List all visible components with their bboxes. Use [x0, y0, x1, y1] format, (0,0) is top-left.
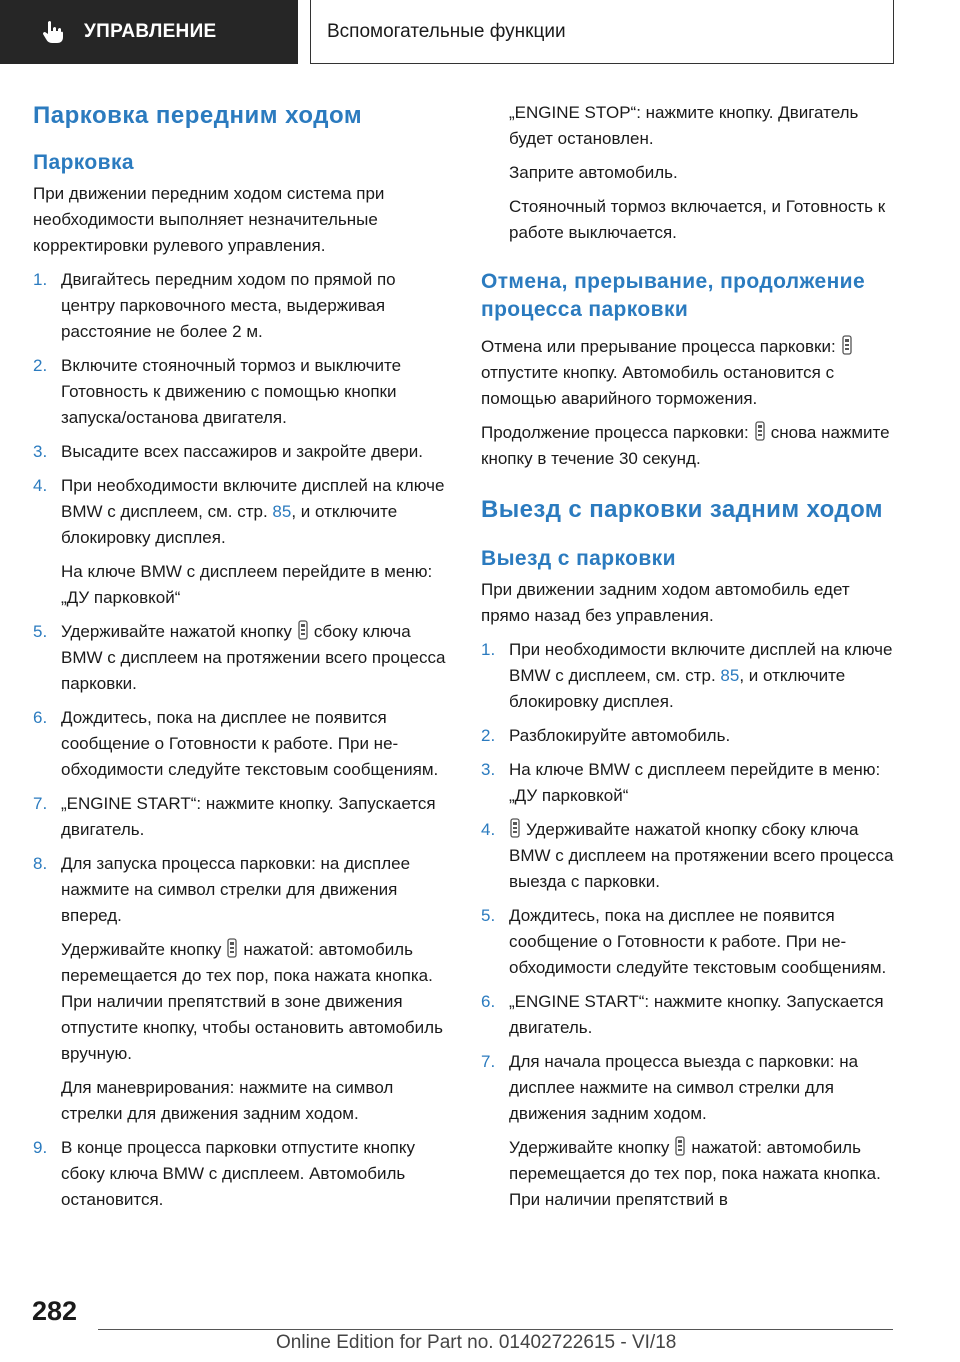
section-tab [0, 0, 298, 64]
list-item: 8. Для запуска процесса парковки: на дисплее нажмите на символ стрелки для движения вперед. Удерживайте кнопку нажатой: автомобиль перемещается до тех пор, пока нажата кнопка. При наличии препятствий в зоне движения отпустите кнопку, чтобы остановить автомобиль вручную. Для маневрирования: нажмите на символ стрелки для движения задним ходом. [33, 851, 448, 1127]
list-item: 7. Для начала процесса выезда с парковки: на дисплее нажмите на символ стрелки для движения задним ходом. Удерживайте кнопку нажатой: автомобиль перемещается до тех пор, пока нажата кнопка. При наличии препятствий в [481, 1049, 896, 1213]
list-item: 4. Удерживайте нажатой кнопку сбоку ключа BMW с дисплеем на протяжении всего процесса выезда с парковки. [481, 820, 894, 891]
list-item: 2. Включите стояночный тормоз и выключите Готовность к движению с помощью кнопки запуска/останова двигателя. [33, 356, 402, 427]
key-button-icon [754, 421, 766, 441]
cancel-paragraph: Отмена или прерывание процесса парковки:отпустите кнопку. Автомобиль остановится с помощью аварийного торможения. [481, 334, 896, 412]
cancel-section-title: Отмена, прерывание, продолжение процесса парковки [481, 270, 866, 321]
list-item: 6. Дождитесь, пока на дисплее не появится сообщение о Готовности к работе. При необходимости следуйте текстовым сообщениям. [33, 708, 439, 779]
footer-divider [98, 1329, 893, 1330]
key-button-icon [674, 1136, 686, 1156]
page-header [0, 0, 960, 66]
list-item: 9. В конце процесса парковки отпустите кнопку сбоку ключа BMW с дисплеем. Автомобиль остановится. [33, 1138, 415, 1209]
right-column [481, 100, 896, 1221]
exit-subsection-title: Выезд с парковки [481, 547, 676, 570]
edition-note: Online Edition for Part no. 01402722615 - VI/18 [276, 1332, 677, 1353]
page-link[interactable]: 85 [720, 666, 740, 685]
subsection-title: Парковка [33, 151, 134, 174]
key-button-icon [509, 818, 521, 838]
list-item: 2. Разблокируйте автомобиль. [481, 726, 731, 745]
section-title: Парковка передним ходом [33, 102, 363, 129]
key-button-icon [841, 335, 853, 355]
chapter-tab-label: Вспомогательные функции [327, 20, 566, 42]
chapter-tab [310, 0, 894, 64]
left-column [33, 100, 448, 1221]
list-item: 6. „ENGINE START“: нажмите кнопку. Запускается двигатель. [481, 992, 884, 1037]
step-note: На ключе BMW с дисплеем перейдите в меню: „ДУ парковкой“ [61, 562, 433, 607]
hand-icon [40, 18, 68, 46]
section-tab-label: УПРАВЛЕНИЕ [84, 21, 217, 42]
list-item: 3. Высадите всех пассажиров и закройте двери. [33, 442, 423, 461]
key-button-icon [226, 938, 238, 958]
list-item: 1. При необходимости включите дисплей на ключе BMW с дисплеем, см. стр. 85, и отключите блокировку дисплея. [481, 640, 893, 711]
exit-steps [481, 637, 896, 1213]
list-item: 7. „ENGINE START“: нажмите кнопку. Запускается двигатель. [33, 794, 436, 839]
list-item: 5. Удерживайте нажатой кнопку сбоку ключа BMW с дисплеем на протяжении всего процесса парковки. [33, 622, 446, 693]
list-item: 5. Дождитесь, пока на дисплее не появится сообщение о Готовности к работе. При необходимости следуйте текстовым сообщениям. [481, 906, 887, 977]
step-note: Удерживайте кнопку нажатой: автомобиль перемещается до тех пор, пока нажата кнопка. При наличии препятствий в [509, 1138, 881, 1209]
step-note: Для маневрирования: нажмите на символ стрелки для движения задним ходом. [61, 1078, 394, 1123]
list-item: 1. Двигайтесь передним ходом по прямой по центру парковочного места, выдерживая расстояние не более 2 м. [33, 270, 396, 341]
step-note: Удерживайте кнопку нажатой: автомобиль перемещается до тех пор, пока нажата кнопка. При наличии препятствий в зоне движения отпустите кнопку, чтобы остановить автомобиль вручную. [61, 940, 443, 1063]
parking-steps [33, 267, 448, 1213]
step-continuation: „ENGINE STOP“: нажмите кнопку. Двигатель будет остановлен. Заприте автомобиль. Стояночный тормоз включается, и Готовность к работе выключается. [509, 103, 886, 242]
page-number: 282 [32, 1296, 78, 1326]
page-link[interactable]: 85 [272, 502, 292, 521]
exit-section-title: Выезд с парковки задним ходом [481, 496, 883, 523]
intro-paragraph: При движении передним ходом система при необходимости выполняет незначительные корректировки рулевого управления. [33, 184, 385, 255]
list-item: 3. На ключе BMW с дисплеем перейдите в меню: „ДУ парковкой“ [481, 760, 881, 805]
resume-paragraph: Продолжение процесса парковки: снова нажмите кнопку в течение 30 секунд. [481, 423, 890, 468]
exit-intro-paragraph: При движении задним ходом автомобиль едет прямо назад без управления. [481, 580, 850, 625]
key-button-icon [297, 620, 309, 640]
list-item: 4. При необходимости включите дисплей на ключе BMW с дисплеем, см. стр. 85, и отключите блокировку дисплея. На ключе BMW с дисплеем перейдите в меню: „ДУ парковкой“ [33, 473, 448, 611]
